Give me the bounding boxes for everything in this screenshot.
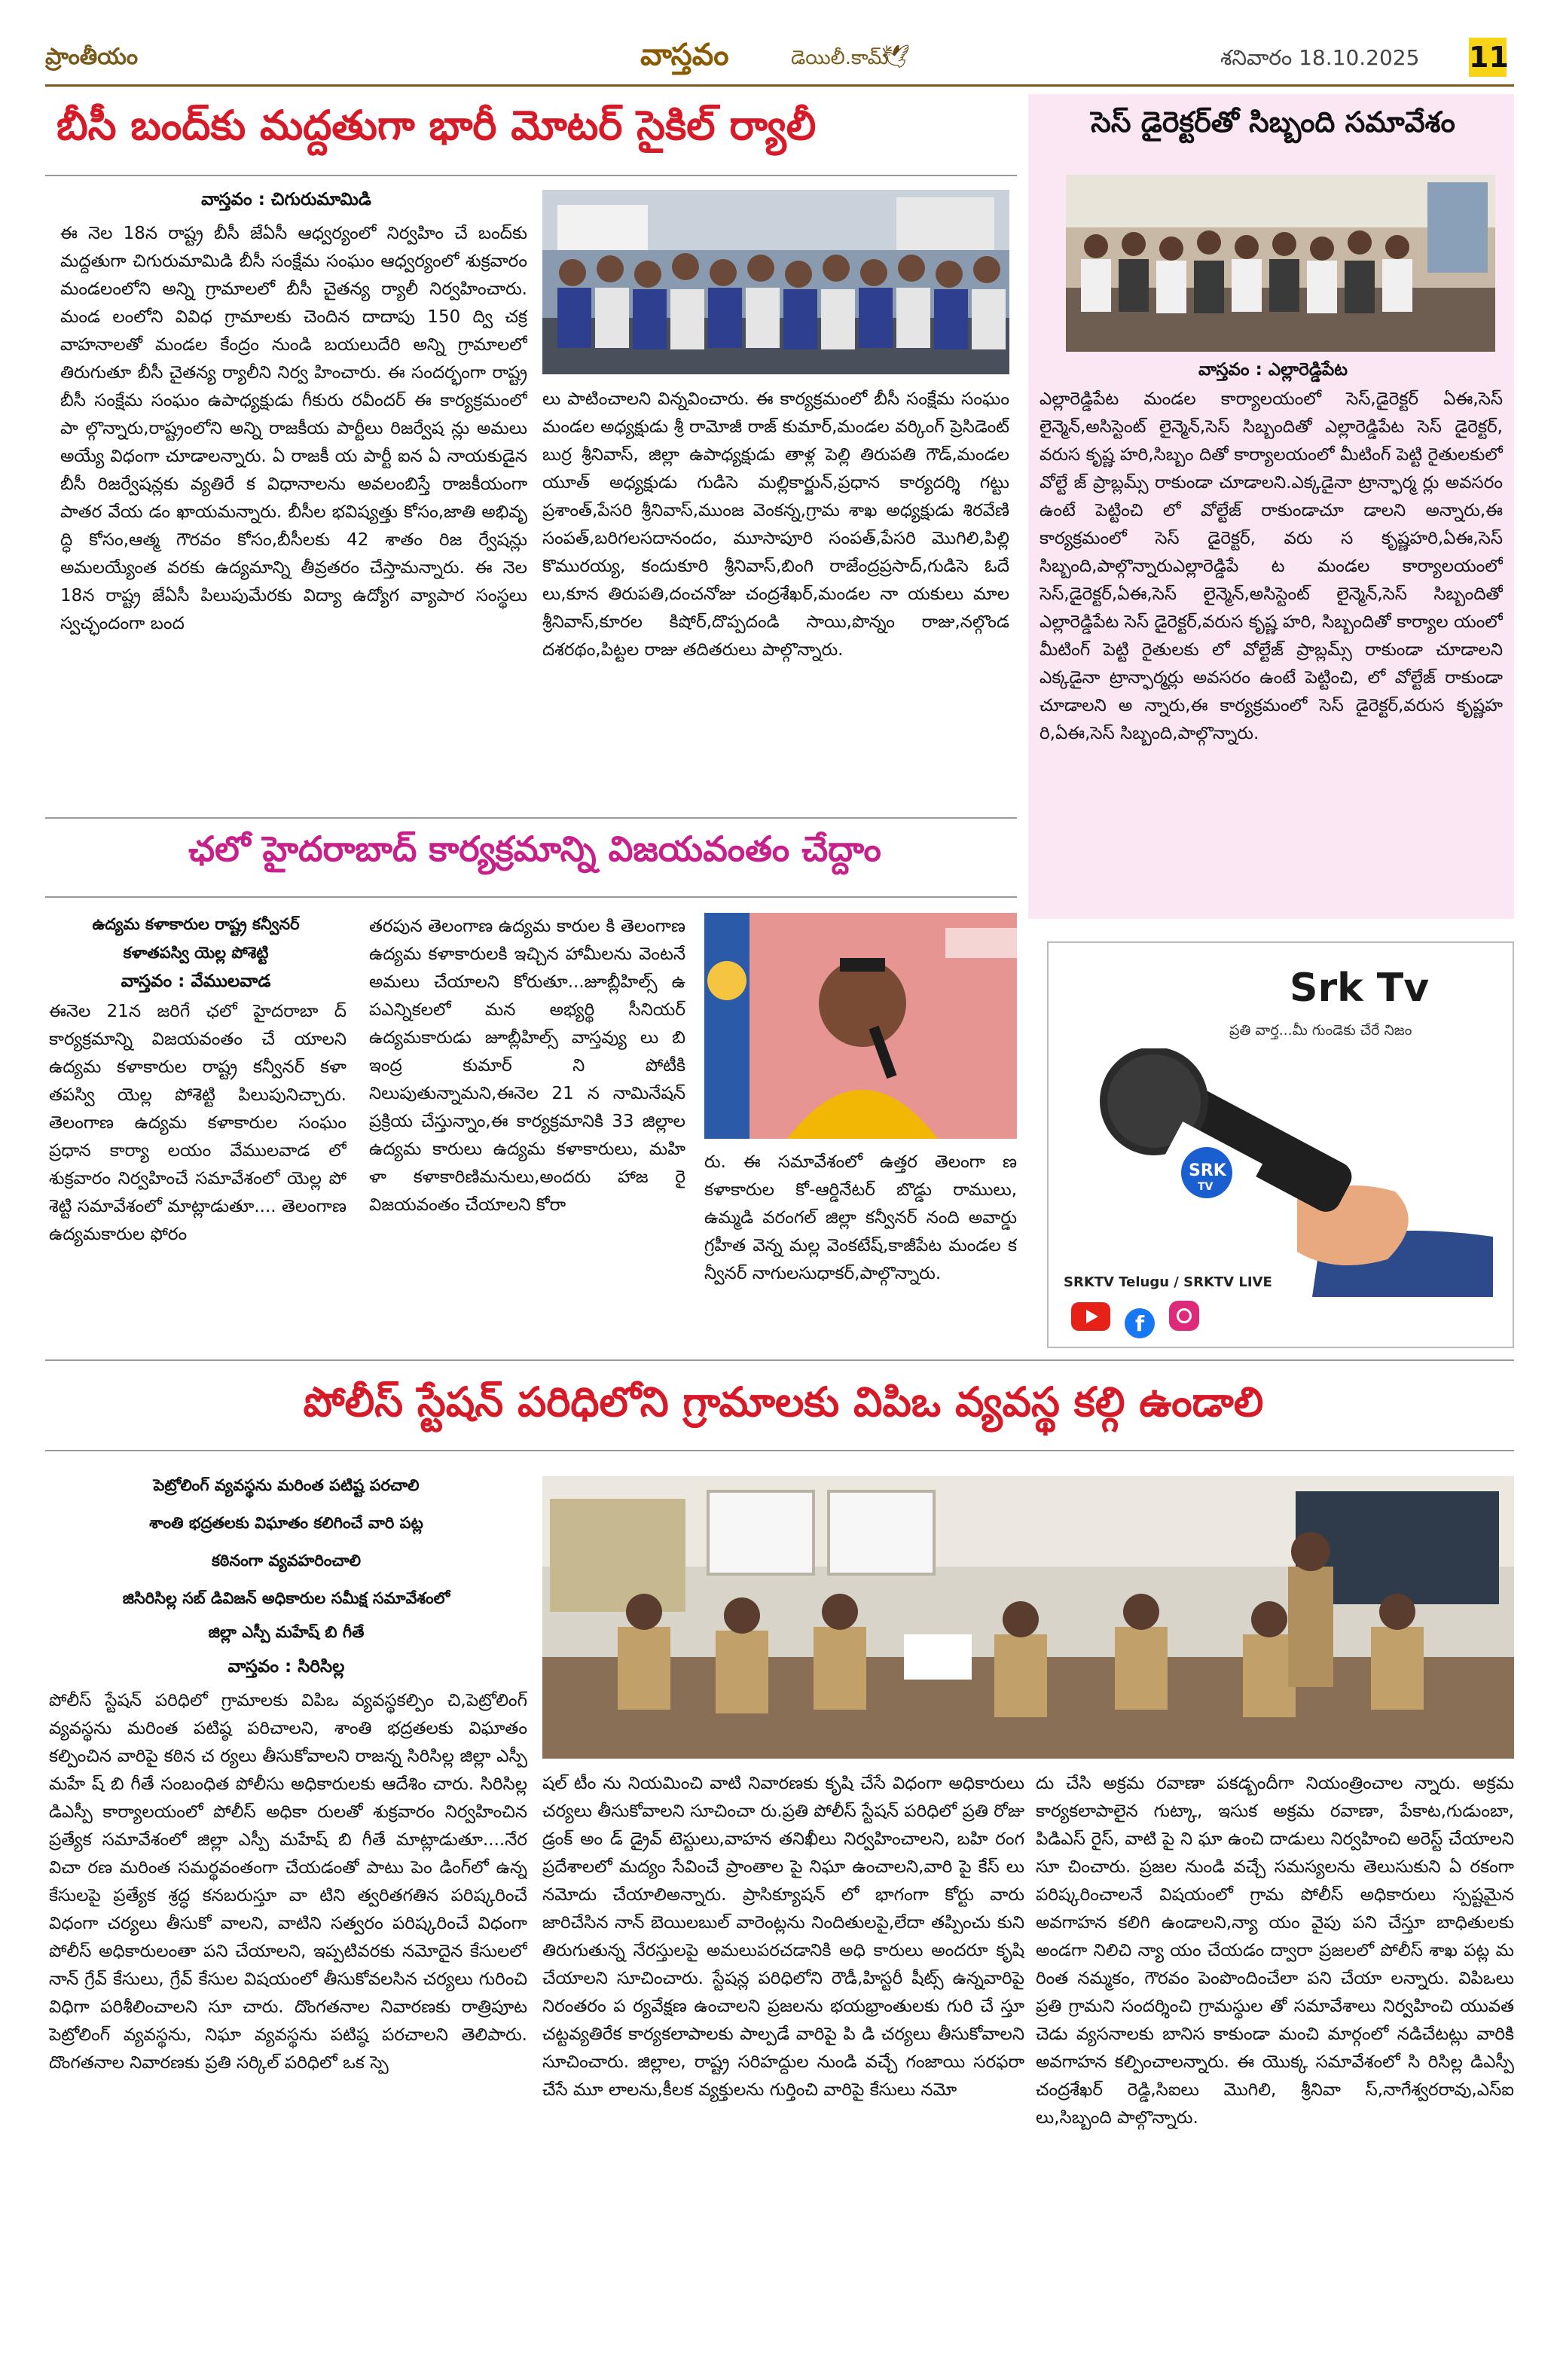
article4-headline: పోలీస్ స్టేషన్ పరిధిలోని గ్రామాలకు విపిఒ వ్యవస్థ కల్గి ఉండాలి [303,1378,1264,1426]
article3-headline: ఛలో హైదరాబాద్ కార్యక్రమాన్ని విజయవంతం చేద్దాం [188,828,881,869]
header-rule [45,84,1514,87]
srk-title: Srk Tv [1290,966,1430,1011]
article2-body: ఎల్లారెడ్డిపేట మండల కార్యాలయంలో సెస్,డైరెక్టర్ ఏఈ,సెస్ లైన్మెన్,అసిస్టెంట్ లైన్మెన్,సెస్ సిబ్బందితో ఎల్లారెడ్డిపేట సెస్ డైరెక్టర్, వరుస కృష్ణ హరి,సిబ్బం దితో కార్యాలయంలో మీటింగ్ పెట్టి రైతులకులో వోల్టే జ్ ప్రాబ్లమ్స్ రాకుండా చూడాలని.ఎక్కడైనా ట్రాన్ఫార్మ ర్లు అవసరం ఉంటే పెట్టించి లో వోల్టేజ్ రాకుండాచూ డాలని అన్నారు,ఈ కార్యక్రమంలో సెస్ డైరెక్టర్, వరు స కృష్ణహరి,ఏఈ,సెస్ సిబ్బంది,పాల్గొన్నారుఎల్లారెడ్డిపే ట మండల కార్యాలయంలో సెస్,డైరెక్టర్,ఏఈ,సెస్ లైన్మెన్,అసిస్టెంట్ లైన్మెన్,సెస్ సిబ్బందితో ఎల్లారెడ్డిపేట సెస్ డైరెక్టర్,వరుస కృష్ణ హరి, సిబ్బందితో కార్యాల యంలో మీటింగ్ పెట్టి రైతులకు లో వోల్టేజ్ ప్రాబ్లమ్స్ రాకుండా చూడాలని ఎక్కడైనా ట్రాన్ఫార్మర్లు అవసరం ఉంటే పెట్టించి, లో వోల్టేజ్ రాకుండా చూడాలని అ న్నారు,ఈ కార్యక్రమంలో సెస్ డైరెక్టర్,వరుస కృష్ణహ రి,ఏఈ,సెస్ సిబ్బంది,పాల్గొన్నారు. [1040,389,1503,743]
issue-date: శనివారం 18.10.2025 [1220,45,1420,70]
social-icons [1071,1301,1199,1338]
microphone-icon [1071,1048,1493,1297]
srk-mic-sub: TV [1198,1181,1214,1193]
page-header [45,38,1514,83]
article3-sub2: కళాతపస్వి యెల్ల పోశెట్టి [123,944,269,962]
article4-headline-rule [45,1450,1514,1451]
article2-dateline: వాస్తవం : ఎల్లారెడ్డిపేట [1198,360,1348,380]
article4-dateline: వాస్తవం : సిరిసిల్ల [227,1657,345,1677]
article3-dateline: వాస్తవం : వేములవాడ [121,972,271,991]
article4-sub-5: జిల్లా ఎస్పీ మహేష్ బి గీతే [208,1623,365,1641]
srk-tv-ad [1047,941,1514,1348]
article4-col1: పోలీస్ స్టేషన్ పరిధిలో గ్రామాలకు విపిఒ వ్యవస్థకల్పిం చి,పెట్రోలింగ్ వ్యవస్థను మరింత పటిష్ఠ పరిచాలని, శాంతి భద్రతలకు విఘాతం కల్పించిన వారిపై కఠిన చ ర్యలు తీసుకోవాలని రాజన్న సిరిసిల్ల జిల్లా ఎస్పీ మహే ష్ బి గీతే సంబంధిత పోలీసు అధికారులకు ఆదేశిం చారు. సిరిసిల్ల డిఎస్పీ కార్యాలయంలో పోలీస్ అధికా రులతో శుక్రవారం నిర్వహించిన ప్రత్యేక సమావేశంలో జిల్లా ఎస్పీ మహేష్ బి గీతే మాట్లాడుతూ....నేర విచా రణ మరింత సమర్థవంతంగా చేయడంతో పాటు పెం డింగ్‌లో ఉన్న కేసులపై ప్రత్యేక శ్రద్ధ కనబరుస్తూ వా టిని త్వరితగతిన పరిష్కరించే విధంగా చర్యలు తీసుకో వాలని, వాటిని సత్వరం పరిష్కరించే విధంగా పోలీస్ అధికారులంతా పని చేయాలని, ఇప్పటివరకు నమోదైన కేసులలో నాన్ గ్రేవ్ కేసులు, గ్రేవ్ కేసుల విషయంలో తీసుకోవలసిన చర్యలు గురించి విధిగా పరిశీలించాలని సూ చారు. దొంగతనాల నివారణకు రాత్రిపూట పెట్రోలింగ్ వ్యవస్థను, నిఘా వ్యవస్థను పటిష్ఠ పరచాలని తెలిపారు. దొంగతనాల నివారణకు ప్రతి సర్కిల్ పరిధిలో ఒక స్పె [49,1691,527,2073]
article3-top-rule [45,817,1017,819]
article4-sub-3: కఠినంగా వ్యవహరించాలి [211,1552,362,1570]
brand-website: డెయిలీ.కామ్ [791,47,889,69]
article4-photo-police-meeting [542,1476,1514,1759]
page-number: 11 [1469,38,1507,77]
article3-sub1: ఉద్యమ కళాకారుల రాష్ట్ర కన్వీనర్ [92,915,300,933]
article1-headline-rule [45,175,1017,176]
article3-col2: తరపున తెలంగాణ ఉద్యమ కారుల కి తెలంగాణ ఉద్యమ కళాకారులకి ఇచ్చిన హామీలను వెంటనే అమలు చేయాలని కోరుతూ...జూబ్లీహిల్స్ ఉ పఎన్నికలలో మన అభ్యర్థి సీనియర్ ఉద్యమకారుడు జూబ్లీహిల్స్ వాస్తవ్యు లు బి ఇంద్ర కుమార్ ని పోటీకి నిలుపుతున్నామని,ఈనెల 21 న నామినేషన్ ప్రక్రియ చేస్తున్నాం,ఈ కార్యక్రమానికి 33 జిల్లాల ఉద్యమ కారులు ఉద్యమ కళాకారులు, మహి ళా కళాకారిణిమనులు,అందరు హాజ రై విజయవంతం చేయాలని కోరా [369,917,685,1215]
article3-photo-speaker [704,913,1017,1139]
srk-mic-label: SRK [1189,1161,1226,1180]
article3-headline-rule [45,896,1017,898]
section-label: ప్రాంతీయం [45,44,139,70]
article3-col3: రు. ఈ సమావేశంలో ఉత్తర తెలంగా ణ కళాకారుల కో-ఆర్డినేటర్ బొడ్డు రాములు, ఉమ్మడి వరంగల్ జిల్లా కన్వీనర్ నంది అవార్డు గ్రహీత వెన్న మల్ల వెంకటేష్,కాజీపేట మండల క న్వీనర్ నాగులసుధాకర్,పాల్గొన్నారు. [704,1152,1017,1283]
instagram-icon[interactable] [1169,1301,1199,1331]
article4-sub-2: శాంతి భద్రతలకు విఘాతం కలిగించే వారి పట్ల [149,1514,423,1532]
article1-photo-rally [542,190,1009,374]
article3-col1: ఈనెల 21న జరిగే ఛలో హైదరాబా ద్ కార్యక్రమాన్ని విజయవంతం చే యాలని ఉద్యమ కళాకారుల రాష్ట్ర కన్వీనర్ కళా తపస్వి యెల్ల పోశెట్టి పిలుపునిచ్చారు. తెలంగాణ ఉద్యమ కళాకారుల సంఘం ప్రధాన కార్యా లయం వేములవాడ లో శుక్రవారం నిర్వహించే సమావేశంలో యెల్ల పో శెట్టి సమావేశంలో మాట్లాడుతూ.... తెలంగాణ ఉద్యమకారుల ఫోరం [49,1002,347,1244]
youtube-icon[interactable] [1071,1302,1110,1331]
brand-name: వాస్తవం [640,38,729,72]
facebook-icon[interactable]: f [1125,1308,1155,1338]
srk-tagline: ప్రతి వార్త...మీ గుండెకు చేరే నిజం [1229,1022,1412,1039]
article1-dateline: వాస్తవం : చిగురుమామిడి [201,190,371,209]
article4-sub-4: జిసిరిసిల్ల సబ్ డివిజన్ అధికారుల సమీక్ష సమావేశంలో [122,1589,450,1607]
article4-col3: దు చేసి అక్రమ రవాణా పకడ్బందీగా నియంత్రించాల న్నారు. అక్రమ కార్యకలాపాలైన గుట్కా, ఇసుక అక్రమ రవాణా, పేకాట,గుడుంబా, పిడిఎస్ రైస్, వాటి పై ని ఘా ఉంచి దాడులు నిర్వహించి అరెస్ట్ చేయాలని సూ చించారు. ప్రజల నుండి వచ్చే సమస్యలను తెలుసుకుని ఏ రకంగా పరిష్కరించాలనే విషయంలో గ్రామ పోలీస్ అధికారులు స్పష్టమైన అవగాహన కలిగి ఉండాలని,న్యా యం వైపు పని చేస్తూ బాధితులకు అండగా నిలిచి న్యా యం చేయడం ద్వారా ప్రజలలో పోలీస్ శాఖ పట్ల మ రింత నమ్మకం, గౌరవం పెంపొందించేలా పని చేయా లన్నారు. విపిఒలు ప్రతి గ్రామని సందర్శించి గ్రామస్థుల తో సమావేశాలు నిర్వహించి యువత చెడు వ్యసనాలకు బానిస కాకుండా మంచి మార్గంలో నడిచేటట్లు వారికి అవగాహన కల్పించాలన్నారు. ఈ యొక్క సమావేశంలో సి రిసిల్ల డిఎస్పీ చంద్రశేఖర్ రెడ్డి,సిఐలు మొగిలి, శ్రీనివా స్,నాగేశ్వరరావు,ఎస్ఐ లు,సిబ్బంది పాల్గొన్నారు. [1036,1774,1514,2128]
article4-col2: షల్ టీం ను నియమించి వాటి నివారణకు కృషి చేసే విధంగా అధికారులు చర్యలు తీసుకోవాలని సూచించా రు.ప్రతి పోలీస్ స్టేషన్ పరిధిలో ప్రతి రోజు డ్రంక్ అం డ్ డ్రైవ్ టెస్టులు,వాహన తనిఖీలు నిర్వహించాలని, బహి రంగ ప్రదేశాలలో మద్యం సేవించే ప్రాంతాల పై నిఘా ఉంచాలని,వారి పై కేస్ లు నమోదు చేయాలిఅన్నారు. ప్రాసిక్యూషన్ లో భాగంగా కోర్టు వారు జారిచేసిన నాన్ బెయిలబుల్ వారెంట్లను నిందితులపై,లేదా తప్పించు కుని తిరుగుతున్న నేరస్తులపై అమలుపరచడానికి అధి కారులు అందరూ కృషి చేయాలని సూచించారు. స్టేషన్ల పరిధిలోని రౌడీ,హిస్టరీ షీట్స్ ఉన్నవారిపై నిరంతరం ప ర్యవేక్షణ ఉంచాలని ప్రజలను భయభ్రాంతులకు గురి చే స్తూ చట్టవ్యతిరేక కార్యకలాపాలకు పాల్పడే వారిపై పి డి చర్యలు తీసుకోవాలని సూచించారు. జిల్లాల, రాష్ట్ర సరిహద్దుల నుండి వచ్చే గంజాయి సరఫరా చేసే మూ లాలను,కీలక వ్యక్తులను గుర్తించి వారిపై కేసులు నమో [542,1774,1024,2100]
article1-headline: బీసీ బంద్‌కు మద్దతుగా భారీ మోటర్ సైకిల్ ర్యాలీ [56,102,817,149]
article1-col1: ఈ నెల 18న రాష్ట్ర బీసీ జేఏసీ ఆధ్వర్యంలో నిర్వహిం చే బంద్‌కు మద్దతుగా చిగురుమామిడి బీసీ సంక్షేమ సంఘం ఆధ్వర్యంలో శుక్రవారం మండలంలోని అన్ని గ్రామాలలో బీసీ చైతన్య ర్యాలీ నిర్వహించారు. మండ లంలోని వివిధ గ్రామాలకు చెందిన దాదాపు 150 ద్వి చక్ర వాహనాలతో మండల కేంద్రం నుండి బయలుదేరి అన్ని గ్రామాలలో తిరుగుతూ బీసీ చైతన్య ర్యాలీని నిర్వ హించారు. ఈ సందర్భంగా రాష్ట్ర బీసీ సంక్షేమ సంఘం ఉపాధ్యక్షుడు గీకురు రవీందర్ ఈ కార్యక్రమంలో పా ల్గొన్నారు,రాష్ట్రంలోని అన్ని రాజకీయ పార్టీలు రిజర్వేష న్లు అమలు అయ్యే విధంగా చూడాలన్నారు. ఏ రాజకీ య పార్టీ ఐన ఏ నాయకుడైన బీసీ రిజర్వేషన్లకు వ్యతిరే క విధానాలను అవలంబిస్తే రాజకీయంగా పాతర వేయ డం ఖాయమన్నారు. బీసీల భవిష్యత్తు కోసం,జాతి అభివృ ద్ధి కోసం,ఆత్మ గౌరవం కోసం,బీసీలకు 42 శాతం రిజ ర్వేషన్లు అమలయ్యేంత వరకు ఉద్యమాన్ని తీవ్రతరం చేస్తామన్నారు. ఈ నెల 18న రాష్ట్ర జేఏసీ పిలుపుమేరకు విద్యా ఉద్యోగ వ్యాపార సంస్థలు స్వచ్ఛందంగా బంద [60,224,527,633]
article2-headline: సెస్ డైరెక్టర్‌తో సిబ్బంది సమావేశం [1091,105,1455,139]
article4-sub-1: పెట్రోలింగ్ వ్యవస్థను మరింత పటిష్ట పరచాలి [153,1476,420,1494]
srk-channels: SRKTV Telugu / SRKTV LIVE [1064,1274,1272,1290]
bird-icon: 🕊 [881,44,911,70]
article4-top-rule [45,1359,1514,1361]
article1-col2: లు పాటించాలని విన్నవించారు. ఈ కార్యక్రమంలో బీసీ సంక్షేమ సంఘం మండల అధ్యక్షుడు శ్రీ రామోజీ రాజ్ కుమార్,మండల వర్కింగ్ ప్రెసిడెంట్ బుర్ర శ్రీనివాస్, జిల్లా ఉపాధ్యక్షుడు తాళ్ల పెల్లి తిరుపతి గౌడ్,మండల యూత్ అధ్యక్షుడు గుడిసె మల్లికార్జున్,ప్రధాన కార్యదర్శి గట్టు ప్రశాంత్,పేసరి శ్రీనివాస్,ముంజ వెంకన్న,గ్రామ శాఖ అధ్యక్షుడు శిరవేణి సంపత్,బరిగలసదానందం, మూసాపూరి సంపత్,పేసరి మొగిలి,పిల్లి కొమురయ్య, కందుకూరి శ్రీనివాస్,బింగి రాజేంద్రప్రసాద్,గుడిసె ఓదే లు,కూన తిరుపతి,దంచనోజు చంద్రశేఖర్,మండల నా యకులు మాల శ్రీనివాస్,కూరల కిషోర్,దొప్పదండి సాయి,పొన్నం రాజు,నల్గొండ దశరథం,పిట్టల రాజు తదితరులు పాల్గొన్నారు. [542,389,1009,660]
article2-photo-meeting [1066,175,1495,352]
